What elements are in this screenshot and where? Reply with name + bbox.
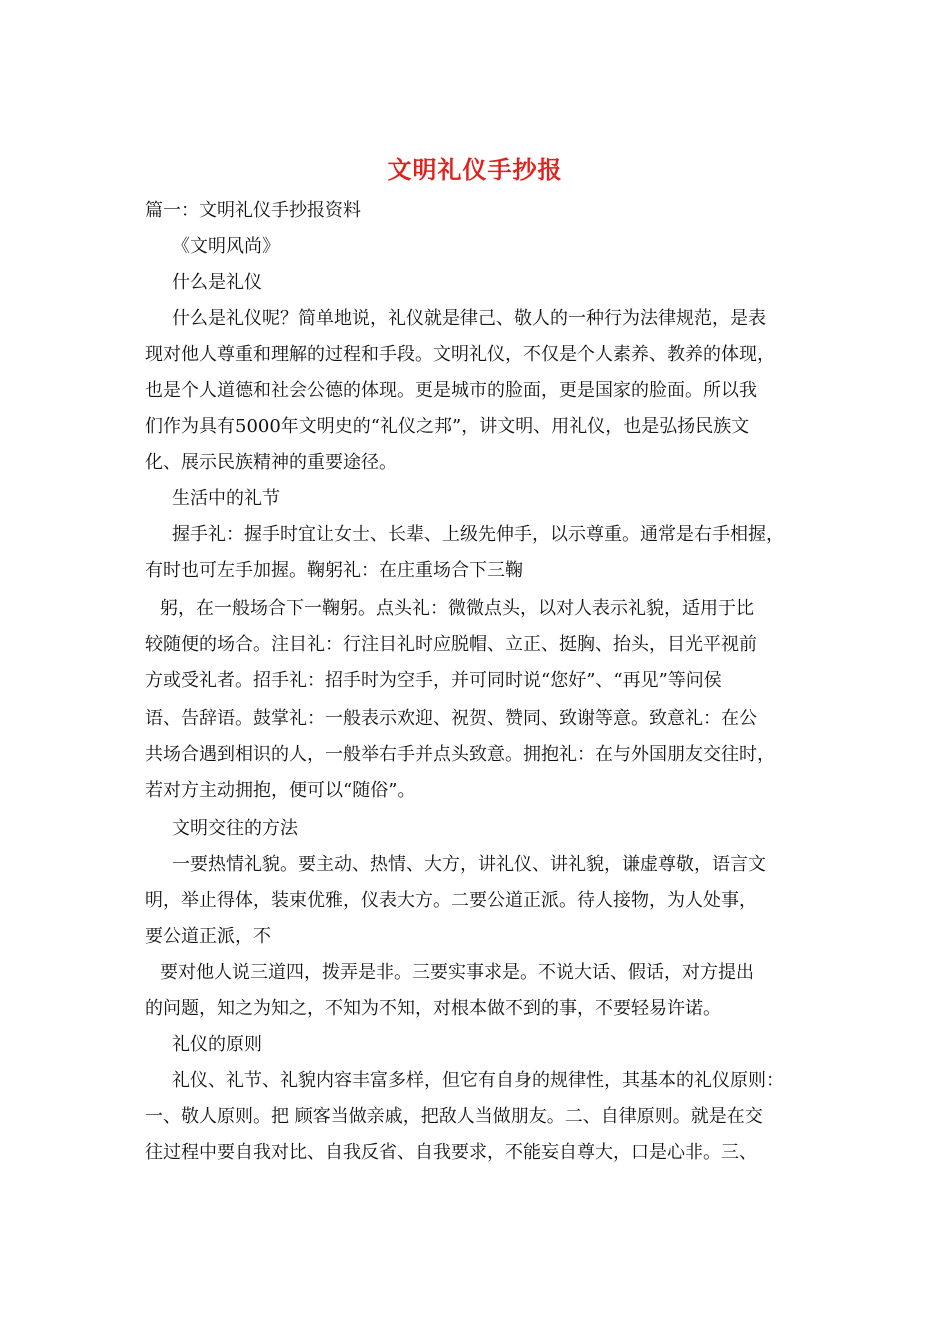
paragraph-line: 们作为具有5000年文明史的“礼仪之邦”，讲文明、用礼仪，也是弘扬民族文 xyxy=(145,416,750,437)
paragraph-line: 若对方主动拥抱，便可以“随俗”。 xyxy=(145,780,416,801)
paragraph-line: 共场合遇到相识的人，一般举右手并点头致意。拥抱礼：在与外国朋友交往时， xyxy=(145,744,775,765)
section-heading: 篇一：文明礼仪手抄报资料 xyxy=(145,200,361,221)
paragraph-line: 化、展示民族精神的重要途径。 xyxy=(145,452,397,473)
paragraph-line: 的问题，知之为知之，不知为不知，对根本做不到的事，不要轻易许诺。 xyxy=(145,998,721,1019)
paragraph-line: 一要热情礼貌。要主动、热情、大方，讲礼仪、讲礼貌，谦虚尊敬，语言文 xyxy=(172,854,766,875)
paragraph-line: 明，举止得体，装束优雅，仪表大方。二要公道正派。待人接物，为人处事， xyxy=(145,890,757,911)
paragraph-line: 什么是礼仪呢？简单地说，礼仪就是律己、敬人的一种行为法律规范，是表 xyxy=(172,308,766,329)
paragraph-line: 躬，在一般场合下一鞠躬。点头礼：微微点头，以对人表示礼貌，适用于比 xyxy=(160,598,754,619)
subtitle: 《文明风尚》 xyxy=(172,236,280,257)
paragraph-line: 方或受礼者。招手礼：招手时为空手，并可同时说“您好”、“再见”等问侯 xyxy=(145,670,722,691)
paragraph-line: 有时也可左手加握。鞠躬礼：在庄重场合下三鞠 xyxy=(145,560,523,581)
paragraph-line: 较随便的场合。注目礼：行注目礼时应脱帽、立正、挺胸、抬头，目光平视前 xyxy=(145,634,757,655)
paragraph-line: 往过程中要自我对比、自我反省、自我要求，不能妄自尊大，口是心非。三、 xyxy=(145,1142,757,1163)
subheading: 文明交往的方法 xyxy=(172,818,298,839)
paragraph-line: 也是个人道德和社会公德的体现。更是城市的脸面，更是国家的脸面。所以我 xyxy=(145,380,757,401)
subheading: 生活中的礼节 xyxy=(172,488,280,509)
subheading: 礼仪的原则 xyxy=(172,1034,262,1055)
paragraph-line: 握手礼：握手时宜让女士、长辈、上级先伸手，以示尊重。通常是右手相握， xyxy=(172,524,784,545)
document-title: 文明礼仪手抄报 xyxy=(387,155,563,184)
subheading: 什么是礼仪 xyxy=(172,272,262,293)
paragraph-line: 现对他人尊重和理解的过程和手段。文明礼仪，不仅是个人素养、教养的体现， xyxy=(145,344,775,365)
paragraph-line: 语、告辞语。鼓掌礼：一般表示欢迎、祝贺、赞同、致谢等意。致意礼：在公 xyxy=(145,708,757,729)
paragraph-line: 要对他人说三道四，拨弄是非。三要实事求是。不说大话、假话，对方提出 xyxy=(160,962,754,983)
paragraph-line: 要公道正派，不 xyxy=(145,926,271,947)
paragraph-line: 一、敬人原则。把 顾客当做亲戚，把敌人当做朋友。二、自律原则。就是在交 xyxy=(145,1106,763,1127)
paragraph-line: 礼仪、礼节、礼貌内容丰富多样，但它有自身的规律性，其基本的礼仪原则： xyxy=(172,1070,784,1091)
